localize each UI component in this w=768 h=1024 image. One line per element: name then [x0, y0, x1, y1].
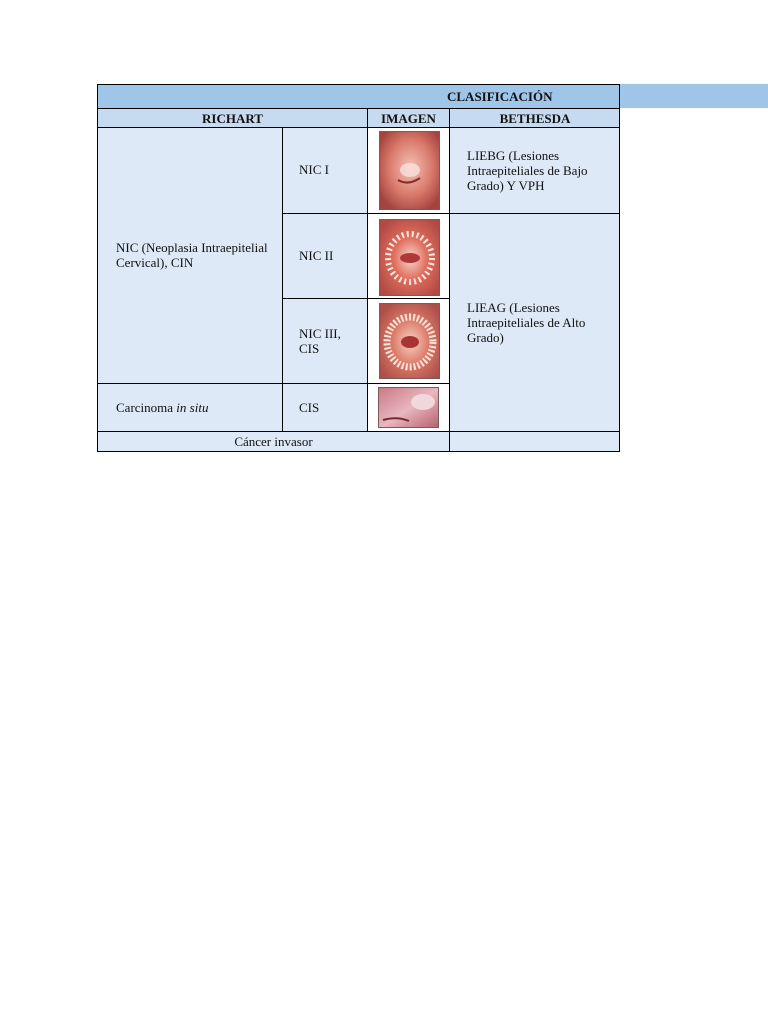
carcinoma-italic: in situ — [176, 400, 209, 415]
carcinoma-label — [116, 400, 208, 415]
nic2-label: NIC II — [299, 248, 334, 263]
title-band — [98, 84, 768, 108]
cis-image — [378, 387, 439, 428]
table-title: CLASIFICACIÓN — [447, 89, 553, 104]
invasive-bethesda-fill — [450, 431, 620, 451]
line-imagen-bethesda — [449, 108, 450, 452]
nic1-image — [379, 131, 440, 210]
line-row1 — [283, 213, 620, 214]
nic1-label: NIC I — [299, 162, 329, 177]
border-right — [619, 84, 620, 452]
bethesda-lieag: LIEAG (Lesiones Intraepiteliales de Alto Grado) — [467, 300, 586, 345]
invasive-label: Cáncer invasor — [234, 434, 313, 449]
carcinoma-prefix: Carcinoma — [116, 400, 177, 415]
cis-label: CIS — [299, 400, 320, 415]
line-title-bottom — [97, 108, 620, 109]
nic2-image — [379, 219, 440, 296]
border-top — [97, 84, 620, 85]
bethesda-liebg: LIEBG (Lesiones Intraepiteliales de Bajo Grado) Y VPH — [467, 148, 588, 193]
nic-group-label: NIC (Neoplasia Intraepitelial Cervical), CIN — [116, 240, 268, 270]
line-header-bottom — [97, 127, 620, 128]
line-row4 — [97, 431, 620, 432]
line-richart-split — [282, 128, 283, 431]
header-bethesda: BETHESDA — [499, 111, 571, 126]
border-bottom — [97, 451, 620, 452]
header-richart: RICHART — [202, 111, 263, 126]
nic3-image — [379, 303, 440, 379]
line-row2 — [283, 298, 450, 299]
line-row3 — [97, 383, 450, 384]
header-imagen: IMAGEN — [381, 111, 436, 126]
border-left — [97, 84, 98, 452]
nic3-label: NIC III, CIS — [299, 326, 341, 356]
